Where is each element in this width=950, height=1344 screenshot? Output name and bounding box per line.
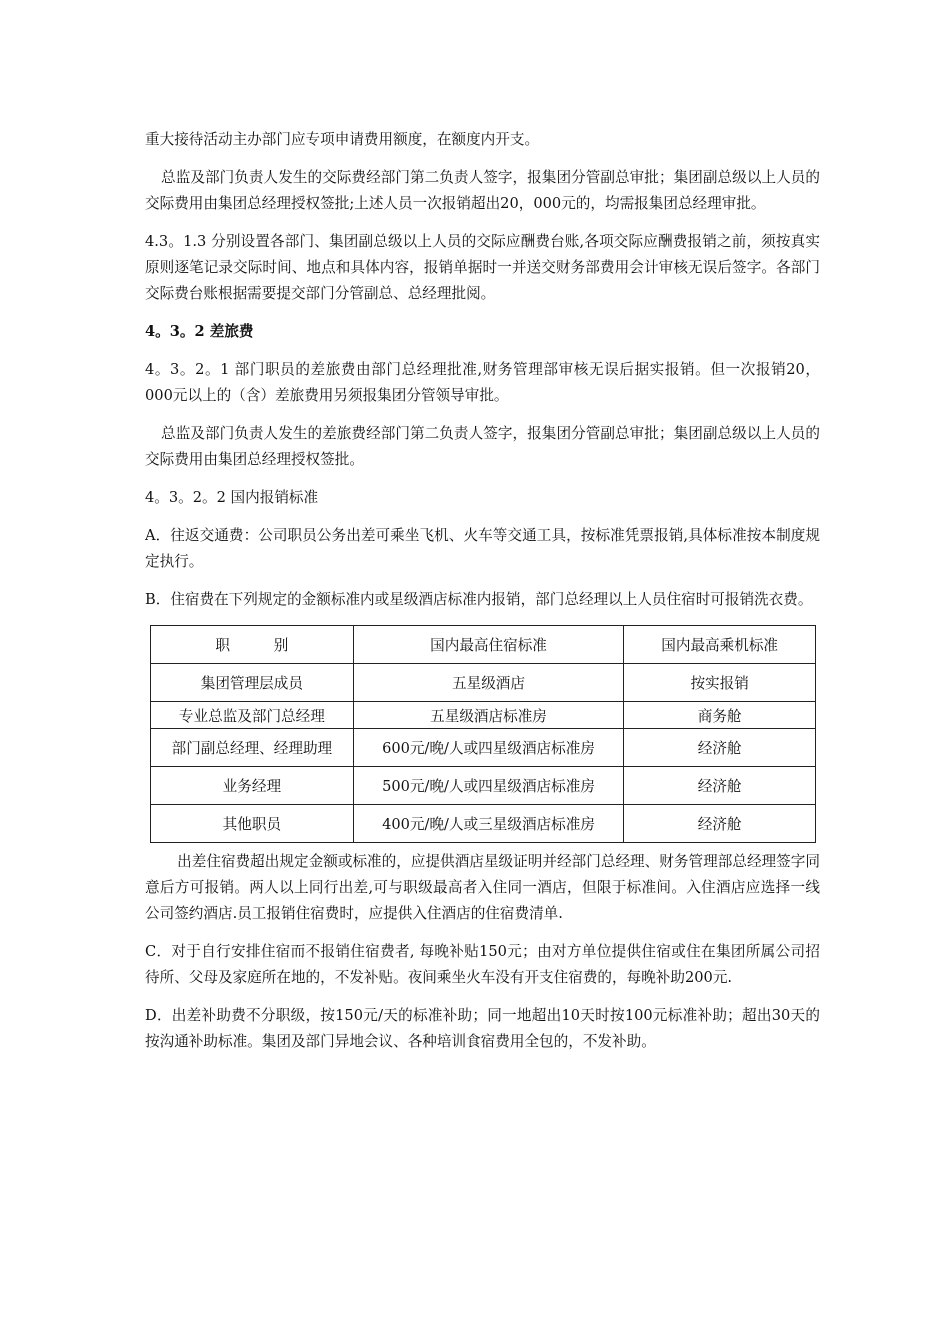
table-cell-lodging: 500元/晚/人或四星级酒店标准房	[353, 767, 624, 805]
paragraph-transport: A．往返交通费：公司职员公务出差可乘坐飞机、火车等交通工具，按标准凭票报销,具体标准按本制度规定执行。	[145, 527, 820, 570]
paragraph-entertainment-ledger: 4.3。1.3 分别设置各部门、集团副总级以上人员的交际应酬费台账,各项交际应酬费报销之前，须按真实原则逐笔记录交际时间、地点和具体内容，报销单据时一并送交财务部费用会计审核无误后签字。各部门交际费台账根据需要提交部门分管副总、总经理批阅。	[145, 233, 820, 302]
table-cell-rank: 集团管理层成员	[151, 664, 354, 702]
table-cell-flight: 商务舱	[624, 702, 816, 729]
paragraph-travel-approval: 4。3。2。1 部门职员的差旅费由部门总经理批准,财务管理部审核无误后据实报销。但一次报销20，000元以上的（含）差旅费用另须报集团分管领导审批。	[145, 361, 820, 404]
table-cell-lodging: 600元/晚/人或四星级酒店标准房	[353, 729, 624, 767]
table-cell-rank: 部门副总经理、经理助理	[151, 729, 354, 767]
subheading-domestic-standard: 4。3。2。2 国内报销标准	[145, 489, 319, 506]
paragraph-travel-allowance: D．出差补助费不分职级，按150元/天的标准补助；同一地超出10天时按100元标准补助；超出30天的按沟通补助标准。集团及部门异地会议、各种培训食宿费用全包的，不发补助。	[145, 1007, 820, 1050]
table-row	[151, 767, 816, 805]
table-row	[151, 729, 816, 767]
paragraph-overage-rules: 出差住宿费超出规定金额或标准的，应提供酒店星级证明并经部门总经理、财务管理部总经理签字同意后方可报销。两人以上同行出差,可与职级最高者入住同一酒店，但限于标准间。入住酒店应选择一线公司签约酒店.员工报销住宿费时，应提供入住酒店的住宿费清单.	[145, 853, 820, 922]
paragraph-self-arranged-lodging: C．对于自行安排住宿而不报销住宿费者, 每晚补贴150元；由对方单位提供住宿或住在集团所属公司招待所、父母及家庭所在地的，不发补贴。夜间乘坐火车没有开支住宿费的，每晚补助200元.	[145, 943, 820, 986]
table-row	[151, 805, 816, 843]
paragraph-reception-quota: 重大接待活动主办部门应专项申请费用额度，在额度内开支。	[145, 131, 540, 148]
paragraph-accommodation: B．住宿费在下列规定的金额标准内或星级酒店标准内报销，部门总经理以上人员住宿时可报销洗衣费。	[145, 591, 813, 608]
paragraph-entertainment-approval: 总监及部门负责人发生的交际费经部门第二负责人签字，报集团分管副总审批；集团副总级以上人员的交际费用由集团总经理授权签批;上述人员一次报销超出20，000元的，均需报集团总经理审批。	[145, 169, 820, 212]
standards-table	[150, 625, 816, 843]
table-header-row	[151, 626, 816, 664]
table-cell-flight: 经济舱	[624, 729, 816, 767]
table-cell-flight: 按实报销	[624, 664, 816, 702]
table-cell-rank: 业务经理	[151, 767, 354, 805]
header-rank: 职 别	[151, 626, 354, 664]
table-cell-rank: 专业总监及部门总经理	[151, 702, 354, 729]
table-cell-lodging: 400元/晚/人或三星级酒店标准房	[353, 805, 624, 843]
table-row	[151, 664, 816, 702]
section-heading-travel: 4。3。2 差旅费	[145, 323, 254, 340]
table-cell-lodging: 五星级酒店	[353, 664, 624, 702]
document-body	[145, 127, 820, 1067]
table-row	[151, 702, 816, 729]
table-cell-rank: 其他职员	[151, 805, 354, 843]
table-cell-flight: 经济舱	[624, 805, 816, 843]
paragraph-travel-signoff: 总监及部门负责人发生的差旅费经部门第二负责人签字，报集团分管副总审批；集团副总级以上人员的交际费用由集团总经理授权签批。	[145, 425, 820, 468]
header-lodging-standard: 国内最高住宿标准	[353, 626, 624, 664]
table-cell-lodging: 五星级酒店标准房	[353, 702, 624, 729]
header-flight-standard: 国内最高乘机标准	[624, 626, 816, 664]
table-cell-flight: 经济舱	[624, 767, 816, 805]
